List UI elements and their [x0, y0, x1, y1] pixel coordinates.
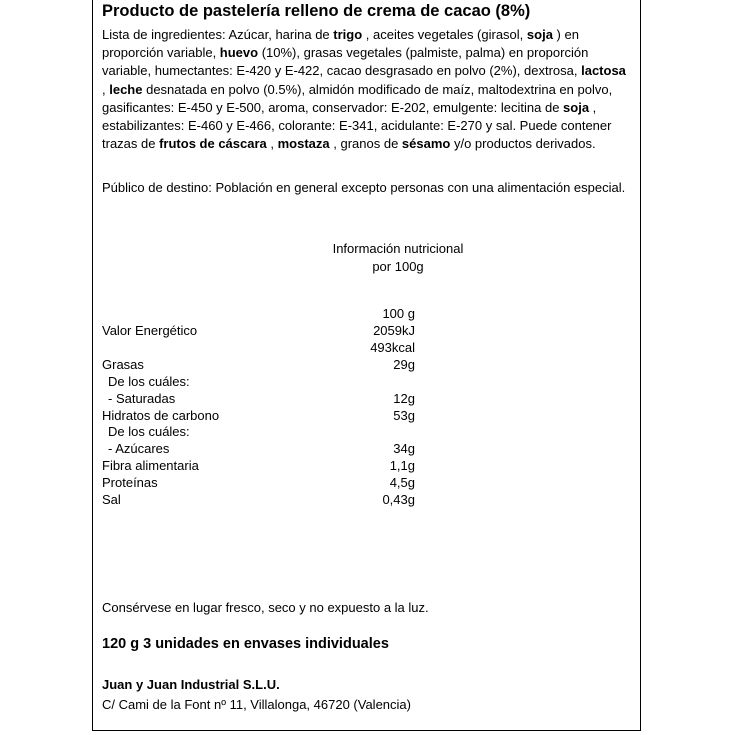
nutrition-label: - Saturadas — [108, 390, 176, 406]
net-weight: 120 g 3 unidades en envases individuales — [102, 636, 389, 652]
nutrition-per-label: 100 g — [382, 306, 415, 321]
ingredients-text: ) en proporción variable, — [102, 27, 579, 61]
allergen-text: soja — [563, 99, 590, 115]
nutrition-label: Fibra alimentaria — [102, 458, 199, 474]
product-title: Producto de pastelería relleno de crema de cacao (8%) — [102, 2, 531, 20]
allergen-text: trigo — [333, 27, 363, 42]
nutrition-value: 4,5g — [389, 475, 415, 491]
ingredients-text: , — [102, 81, 110, 97]
nutrition-value: 493kcal — [370, 339, 415, 355]
nutrition-label: - Azúcares — [108, 441, 170, 457]
nutrition-label: Proteínas — [102, 475, 158, 491]
ingredients-text: , aceites vegetales (girasol, — [362, 27, 527, 42]
ingredients-text: Lista de ingredientes: Azúcar, harina de — [102, 27, 334, 42]
allergen-text: lactosa — [581, 63, 626, 79]
ingredients-text: y/o productos derivados. — [450, 136, 596, 152]
nutrition-value: 29g — [393, 356, 415, 372]
company-name: Juan y Juan Industrial S.L.U. — [102, 677, 280, 692]
ingredients-text: , granos de — [329, 136, 402, 152]
nutrition-value: 12g — [393, 390, 415, 406]
allergen-text: frutos de cáscara — [159, 136, 267, 152]
allergen-text: sésamo — [401, 136, 451, 152]
ingredients-text: , estabilizantes: E-460 y E-466, colorante: E-341, acidulante: E-270 y sal. Puede contener trazas de — [102, 99, 612, 152]
nutrition-label: De los cuáles: — [108, 373, 190, 389]
allergen-text: leche — [109, 81, 143, 97]
nutrition-heading — [318, 240, 478, 276]
nutrition-value: 2059kJ — [373, 323, 415, 338]
allergen-text: soja — [526, 27, 553, 42]
nutrition-value: 53g — [393, 407, 415, 423]
target-audience: Público de destino: Población en general excepto personas con una alimentación especial. — [102, 180, 626, 195]
storage-note: Consérvese en lugar fresco, seco y no expuesto a la luz. — [102, 600, 429, 615]
nutrition-label: Grasas — [102, 356, 144, 372]
allergen-text: mostaza — [277, 136, 330, 152]
nutrition-label: De los cuáles: — [108, 424, 190, 440]
allergen-text: huevo — [219, 45, 259, 61]
nutrition-heading-line1: Información nutricional — [332, 241, 464, 256]
ingredients-list — [102, 26, 632, 153]
ingredients-text: (10%), grasas vegetales (palmiste, palma) en proporción variable, humectantes: E-420 y E-422, cacao desgrasado en polvo (2%), dextrosa, — [102, 45, 589, 79]
ingredients-text: desnatada en polvo (0.5%), almidón modificado de maíz, maltodextrina en polvo, gasificantes: E-450 y E-500, aroma, conservador: E-202, emulgente: lecitina de — [102, 81, 613, 115]
nutrition-label: Hidratos de carbono — [102, 407, 220, 423]
ingredients-text: , — [266, 136, 278, 152]
nutrition-value: 0,43g — [382, 492, 415, 507]
nutrition-value: 1,1g — [389, 458, 415, 474]
nutrition-value: 34g — [393, 441, 415, 457]
nutrition-heading-line2: por 100g — [372, 259, 424, 274]
nutrition-label: Valor Energético — [102, 323, 198, 338]
company-address: C/ Cami de la Font nº 11, Villalonga, 46720 (Valencia) — [102, 697, 411, 712]
nutrition-label: Sal — [102, 492, 121, 507]
